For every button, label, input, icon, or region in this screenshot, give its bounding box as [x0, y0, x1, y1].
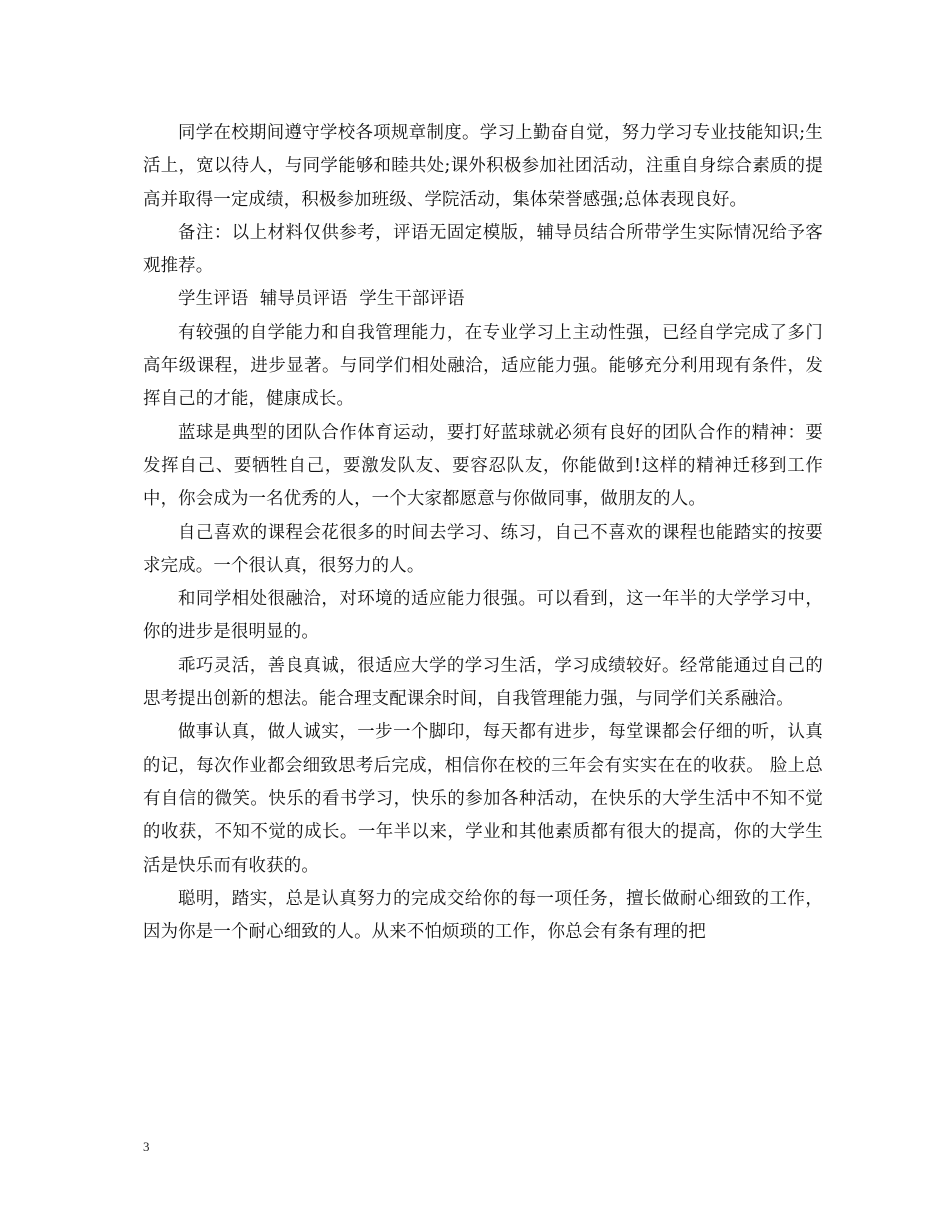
- paragraph-smart-kind: 乖巧灵活，善良真诚，很适应大学的学习生活，学习成绩较好。经常能通过自己的思考提出创新的想法。能合理支配课余时间，自我管理能力强，与同学们关系融洽。: [143, 655, 823, 710]
- paragraph-adaptability: 和同学相处很融洽，对环境的适应能力很强。可以看到，这一年半的大学学习中，你的进步是很明显的。: [143, 589, 823, 643]
- paragraph-clever-steady: 聪明，踏实，总是认真努力的完成交给你的每一项任务，擅长做耐心细致的工作，因为你是一个耐心细致的人。从来不怕烦琐的工作，你总会有条有理的把: [143, 888, 823, 943]
- document-body: [143, 117, 823, 949]
- section-heading-comments: 学生评语 辅导员评语 学生干部评语: [178, 289, 465, 310]
- paragraph-basketball: 蓝球是典型的团队合作体育运动，要打好蓝球就必须有良好的团队合作的精神：要发挥自己、要牺牲自己，要激发队友、要容忍队友，你能做到!这样的精神迁移到工作中，你会成为一名优秀的人，一个大家都愿意与你做同事，做朋友的人。: [143, 422, 823, 510]
- paragraph-diligent: 做事认真，做人诚实，一步一个脚印，每天都有进步，每堂课都会仔细的听，认真的记，每次作业都会细致思考后完成，相信你在校的三年会有实实在在的收获。 脸上总有自信的微笑。快乐的看书学习，快乐的参加各种活动，在快乐的大学生活中不知不觉的收获，不知不觉的成长。一年半以来，学业和其他素质都有很大的提高，你的大学生活是快乐而有收获的。: [143, 722, 823, 876]
- page-number: 3: [143, 1139, 150, 1154]
- paragraph-conduct-evaluation: 同学在校期间遵守学校各项规章制度。学习上勤奋自觉，努力学习专业技能知识;生活上，宽以待人，与同学能够和睦共处;课外积极参加社团活动，注重自身综合素质的提高并取得一定成绩，积极参加班级、学院活动，集体荣誉感强;总体表现良好。: [143, 123, 823, 210]
- paragraph-self-study: 有较强的自学能力和自我管理能力，在专业学习上主动性强，已经自学完成了多门高年级课程，进步显著。与同学们相处融洽，适应能力强。能够充分利用现有条件，发挥自己的才能，健康成长。: [143, 322, 823, 410]
- paragraph-note: 备注：以上材料仅供参考，评语无固定模版，辅导员结合所带学生实际情况给予客观推荐。: [143, 222, 823, 277]
- paragraph-courses: 自己喜欢的课程会花很多的时间去学习、练习，自己不喜欢的课程也能踏实的按要求完成。一个很认真，很努力的人。: [143, 522, 823, 576]
